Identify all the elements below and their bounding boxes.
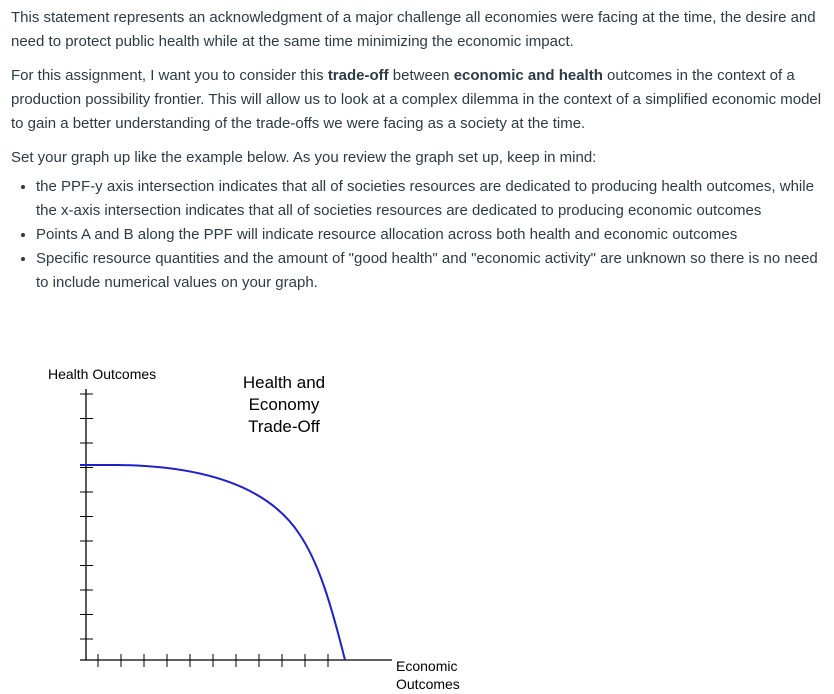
ppf-curve [80,465,345,660]
list-item: • the PPF-y axis intersection indicates that all of societies resources are dedicated to producing health outcomes, while the x-axis intersection indicates that all of societies resources are dedicated to producing economic outcomes [36,175,823,223]
assignment-text-e: outcomes in the context of a production possibility frontier. This will allow us to look at a complex dilemma in the context of a simplified economic model to gain a better understanding of the trade-offs we were facing as a society at the time. [11,67,822,132]
trade-off-emphasis: trade-off [327,67,389,84]
x-axis-label-line2: Outcomes [396,676,460,692]
y-axis-ticks [80,394,93,639]
assignment-paragraph [11,64,823,136]
intro-paragraph: This statement represents an acknowledgment of a major challenge all economies were facing at the time, the desire and need to protect public health while at the same time minimizing the economic impact. [11,9,816,50]
x-axis-label-line1: Economic [396,658,458,674]
guideline-list [11,175,823,295]
setup-paragraph: Set your graph up like the example below. As you review the graph set up, keep in mind: [11,149,597,166]
assignment-text [11,6,823,295]
graph-title-line1: Health and [242,373,326,392]
economic-health-emphasis: economic and health [453,67,603,84]
assignment-text-c: between [388,67,454,84]
graph-title-line2: Economy [248,395,320,414]
list-item: • Specific resource quantities and the amount of "good health" and "economic activity" are unknown so there is no need to include numerical values on your graph. [36,247,823,295]
list-item: • Points A and B along the PPF will indicate resource allocation across both health and economic outcomes [36,223,823,247]
assignment-text-a: For this assignment, I want you to consider this [11,67,328,84]
graph-title-line3: Trade-Off [248,417,320,436]
x-axis-ticks [98,654,328,667]
y-axis-label: Health Outcomes [48,366,157,382]
